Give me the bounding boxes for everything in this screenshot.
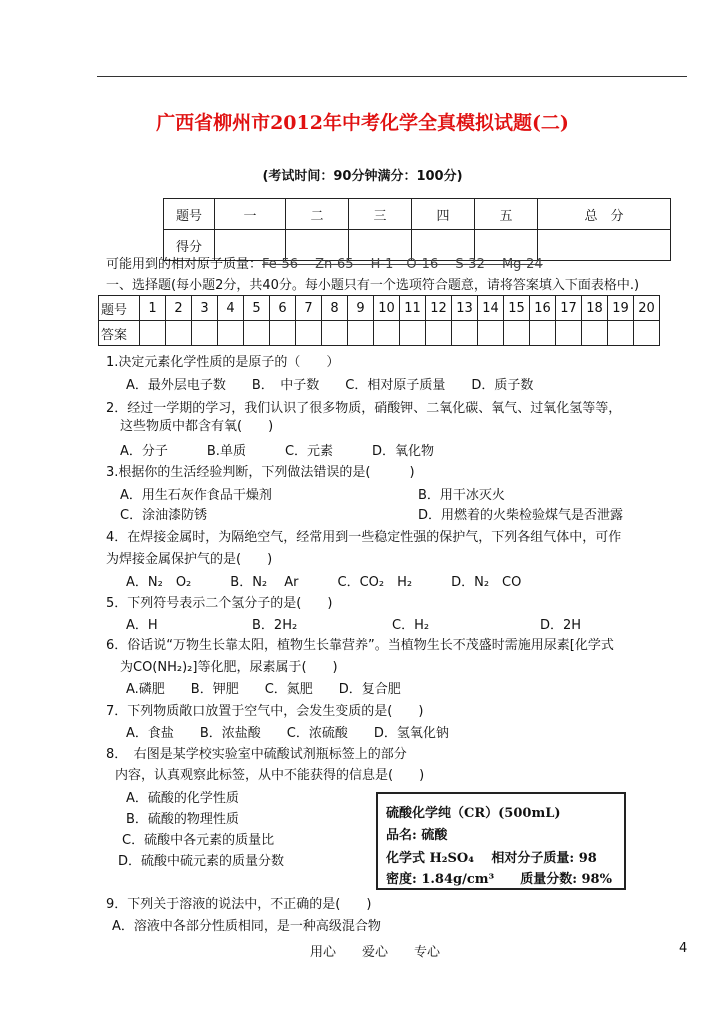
question-8-option-d: D．硫酸中硫元素的质量分数 [118,854,285,869]
question-7-options: A．食盐 B．浓盐酸 C．浓硫酸 D．氢氧化钠 [126,726,449,741]
question-6-continued: 为CO(NH₂)₂]等化肥，尿素属于( ) [120,660,338,675]
question-2-continued: 这些物质中都含有氧( ) [120,419,274,434]
question-3: 3.根据你的生活经验判断，下列做法错误的是( ) [106,465,415,480]
question-3-option-c: C．涂油漆防锈 [120,508,208,523]
question-1: 1.决定元素化学性质的是原子的（ ） [106,355,340,370]
question-number: 11 [400,296,426,321]
answer-cell[interactable] [348,321,374,346]
question-4-options: A．N₂ O₂ B．N₂ Ar C．CO₂ H₂ D．N₂ CO [126,575,522,590]
question-5-option-c: C．H₂ [392,618,430,633]
question-number: 20 [634,296,660,321]
answer-cell[interactable] [296,321,322,346]
score-table-header-row [164,199,671,230]
question-number: 18 [582,296,608,321]
question-number: 2 [166,296,192,321]
answer-cell[interactable] [166,321,192,346]
answer-cell[interactable] [218,321,244,346]
question-5-option-a: A．H [126,618,158,633]
answer-cell[interactable] [426,321,452,346]
question-number: 17 [556,296,582,321]
score-table [163,198,671,261]
answer-cell[interactable] [400,321,426,346]
answer-table-number-row [99,296,660,321]
question-3-option-d: D．用燃着的火柴检验煤气是否泄露 [418,508,624,523]
question-number: 12 [426,296,452,321]
question-5: 5．下列符号表示二个氢分子的是( ) [106,596,333,611]
question-number: 15 [504,296,530,321]
score-header-cell: 总 分 [538,199,671,230]
question-5-option-b: B．2H₂ [252,618,298,633]
question-number: 4 [218,296,244,321]
section-1-heading: 一、选择题(每小题2分，共40分。每小题只有一个选项符合题意，请将答案填入下面表格中.) [106,278,640,293]
answer-cell[interactable] [582,321,608,346]
question-1-options: A．最外层电子数 B． 中子数 C．相对原子质量 D．质子数 [126,378,534,393]
question-7: 7．下列物质敞口放置于空气中，会发生变质的是( ) [106,704,424,719]
question-6-options: A.磷肥 B．钾肥 C．氮肥 D．复合肥 [126,682,401,697]
question-number: 13 [452,296,478,321]
question-number: 1 [140,296,166,321]
answer-cell[interactable] [192,321,218,346]
answer-cell[interactable] [504,321,530,346]
page-number: 4 [679,941,688,956]
label-line-density: 密度: 1.84g/cm³ 质量分数: 98% [386,872,612,887]
question-number: 7 [296,296,322,321]
answer-number-label: 题号 [99,296,140,321]
score-row-label: 得分 [164,230,215,261]
question-4-continued: 为焊接金属保护气的是( ) [106,552,273,567]
question-8-continued: 内容，认真观察此标签，从中不能获得的信息是( ) [115,768,425,783]
question-8-option-c: C．硫酸中各元素的质量比 [122,833,275,848]
answer-cell[interactable] [530,321,556,346]
question-8: 8． 右图是某学校实验室中硫酸试剂瓶标签上的部分 [106,747,407,762]
answer-table [98,295,660,346]
score-cell[interactable] [538,230,671,261]
question-4: 4．在焊接金属时，为隔绝空气，经常用到一些稳定性强的保护气，下列各组气体中，可作 [106,530,622,545]
question-3-option-b: B．用干冰灭火 [418,488,505,503]
atomic-mass-prefix: 可能用到的相对原子质量： [106,257,263,272]
question-2-options: A．分子 B.单质 C．元素 D．氧化物 [120,444,435,459]
question-number: 3 [192,296,218,321]
label-line-name: 品名: 硫酸 [386,828,448,843]
label-line-grade: 硫酸化学纯（CR）(500mL) [386,806,561,821]
answer-cell[interactable] [244,321,270,346]
footer-motto: 用心 爱心 专心 [310,945,441,960]
atomic-mass-line [106,253,543,272]
answer-cell[interactable] [608,321,634,346]
question-number: 8 [322,296,348,321]
question-3-option-a: A．用生石灰作食品干燥剂 [120,488,272,503]
answer-cell[interactable] [322,321,348,346]
answer-cell[interactable] [270,321,296,346]
exam-info: (考试时间：90分钟满分：100分) [262,169,463,184]
score-header-cell: 二 [286,199,349,230]
answer-cell[interactable] [140,321,166,346]
question-9-option-a: A．溶液中各部分性质相同，是一种高级混合物 [112,919,381,934]
answer-cell[interactable] [556,321,582,346]
score-header-cell: 三 [349,199,412,230]
label-line-formula: 化学式 H₂SO₄ 相对分子质量: 98 [386,851,597,866]
answer-cell[interactable] [478,321,504,346]
question-number: 9 [348,296,374,321]
answer-cell[interactable] [634,321,660,346]
answer-cell[interactable] [374,321,400,346]
question-number: 6 [270,296,296,321]
score-header-cell: 四 [412,199,475,230]
question-6: 6．俗话说“万物生长靠太阳，植物生长靠营养”。当植物生长不茂盛时需施用尿素[化学式 [106,638,614,653]
question-number: 16 [530,296,556,321]
question-9: 9．下列关于溶液的说法中，不正确的是( ) [106,897,372,912]
page-title: 广西省柳州市2012年中考化学全真模拟试题(二) [156,112,569,134]
score-header-cell: 五 [475,199,538,230]
header-rule [97,76,687,77]
question-number: 19 [608,296,634,321]
question-number: 14 [478,296,504,321]
sulfuric-acid-label [376,792,626,890]
atomic-mass-values: Fe-56 Zn-65 H-1 O-16 S-32 Mg-24 [262,257,543,272]
question-number: 5 [244,296,270,321]
question-number: 10 [374,296,400,321]
answer-cell[interactable] [452,321,478,346]
score-header-cell: 题号 [164,199,215,230]
question-8-option-b: B．硫酸的物理性质 [126,812,239,827]
question-5-option-d: D．2H [540,618,582,633]
answer-row-label: 答案 [99,321,140,346]
question-2: 2．经过一学期的学习，我们认识了很多物质，硝酸钾、二氧化碳、氧气、过氧化氢等等， [106,401,622,416]
score-header-cell: 一 [215,199,286,230]
question-8-option-a: A．硫酸的化学性质 [126,791,239,806]
answer-table-answer-row [99,321,660,346]
